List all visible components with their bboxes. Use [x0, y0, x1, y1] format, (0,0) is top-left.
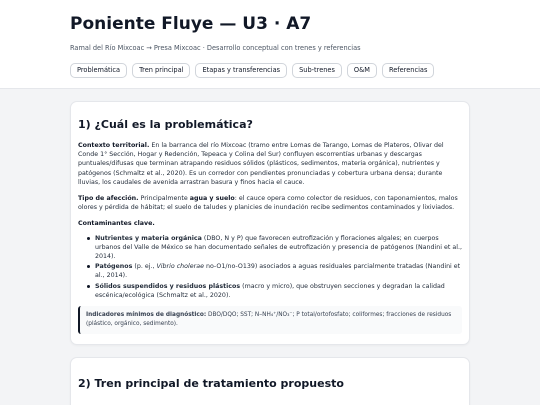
context-paragraph: [78, 141, 462, 187]
affect-paragraph: [78, 194, 462, 212]
affect-text-1: Principalmente: [138, 195, 190, 203]
page-subtitle: Ramal del Río Mixcoac → Presa Mixcoac · Desarrollo conceptual con trenes y referencias: [70, 44, 361, 52]
list-item-label: Sólidos suspendidos y residuos plásticos: [95, 282, 241, 290]
context-text: En la barranca del río Mixcoac (tramo entre Lomas de Tarango, Lomas de Plateros, Olivar del Conde 1° Sección, Hogar y Redención, Tepeaca y Colina del Sur) confluyen escorrentías urbanas y descargas puntuales/difusas que terminan atrapando residuos sólidos (plásticos, sedimentos, materia orgánica), nutrientes y patógenos (Schmaltz et al., 2020). Es un corredor con pendientes pronunciadas y cobertura urbana densa; durante lluvias, los caudales de avenida arrastran basura y finos hacia el cauce.: [78, 142, 444, 186]
list-item-text: (DBO, N y P) que favorecen eutrofización y floraciones algales; en cuerpos urbanos del Valle de México se han documentado señales de eutrofización y presencia de patógenos (Nandini et al., 2014).: [95, 234, 462, 261]
page-title: Poniente Fluye — U3 · A7: [70, 14, 312, 34]
section-problematica: [70, 101, 470, 345]
section-heading: 1) ¿Cuál es la problemática?: [78, 118, 253, 131]
list-item-italic: Vibrio cholerae: [156, 263, 204, 271]
section-tren-principal: [70, 357, 470, 405]
main-content: [0, 89, 540, 405]
indicators-callout: [78, 306, 462, 334]
contaminants-list: [95, 234, 462, 300]
context-label: Contexto territorial.: [78, 142, 150, 149]
nav-tabs: [70, 63, 470, 78]
contaminants-heading-text: Contaminantes clave.: [78, 220, 155, 228]
list-item: [95, 282, 462, 300]
section-heading: 2) Tren principal de tratamiento propuesto: [78, 377, 344, 391]
indicators-text: DBO/DQO; SST; N–NH₄⁺/NO₃⁻; P total/ortofosfato; coliformes; fracciones de residuos (plástico, orgánico, sedimento).: [86, 312, 452, 328]
indicators-label: Indicadores mínimos de diagnóstico:: [86, 312, 207, 319]
list-item-label: Patógenos: [95, 263, 133, 271]
page-header: [0, 0, 540, 89]
tab-etapas[interactable]: Etapas y transferencias: [195, 63, 287, 78]
affect-label: Tipo de afección.: [78, 195, 139, 203]
list-item: [95, 262, 462, 280]
tab-om[interactable]: O&M: [347, 63, 377, 78]
affect-text-2: : el cauce opera como colector de residuos, con taponamientos, malos olores y pérdida de hábitat; el suelo de taludes y planicies de inundación recibe sedimentos contaminados y lixiviados.: [78, 195, 458, 212]
list-item-text: no-O1/no-O139) asociados a aguas residuales parcialmente tratadas (Nandini et al., 2014).: [95, 263, 461, 280]
list-item-text: (p. ej.,: [132, 263, 157, 271]
tab-problematica[interactable]: Problemática: [70, 63, 127, 78]
affect-bold: agua y suelo: [189, 195, 235, 203]
tab-referencias[interactable]: Referencias: [382, 63, 434, 78]
tab-sub-trenes[interactable]: Sub-trenes: [292, 63, 342, 78]
tab-tren-principal[interactable]: Tren principal: [132, 63, 190, 78]
list-item-label: Nutrientes y materia orgánica: [95, 234, 202, 242]
list-item-text: (macro y micro), que obstruyen secciones y degradan la calidad escénica/ecológica (Schmaltz et al., 2020).: [95, 282, 445, 299]
contaminants-heading: [78, 219, 462, 228]
list-item: [95, 234, 462, 262]
